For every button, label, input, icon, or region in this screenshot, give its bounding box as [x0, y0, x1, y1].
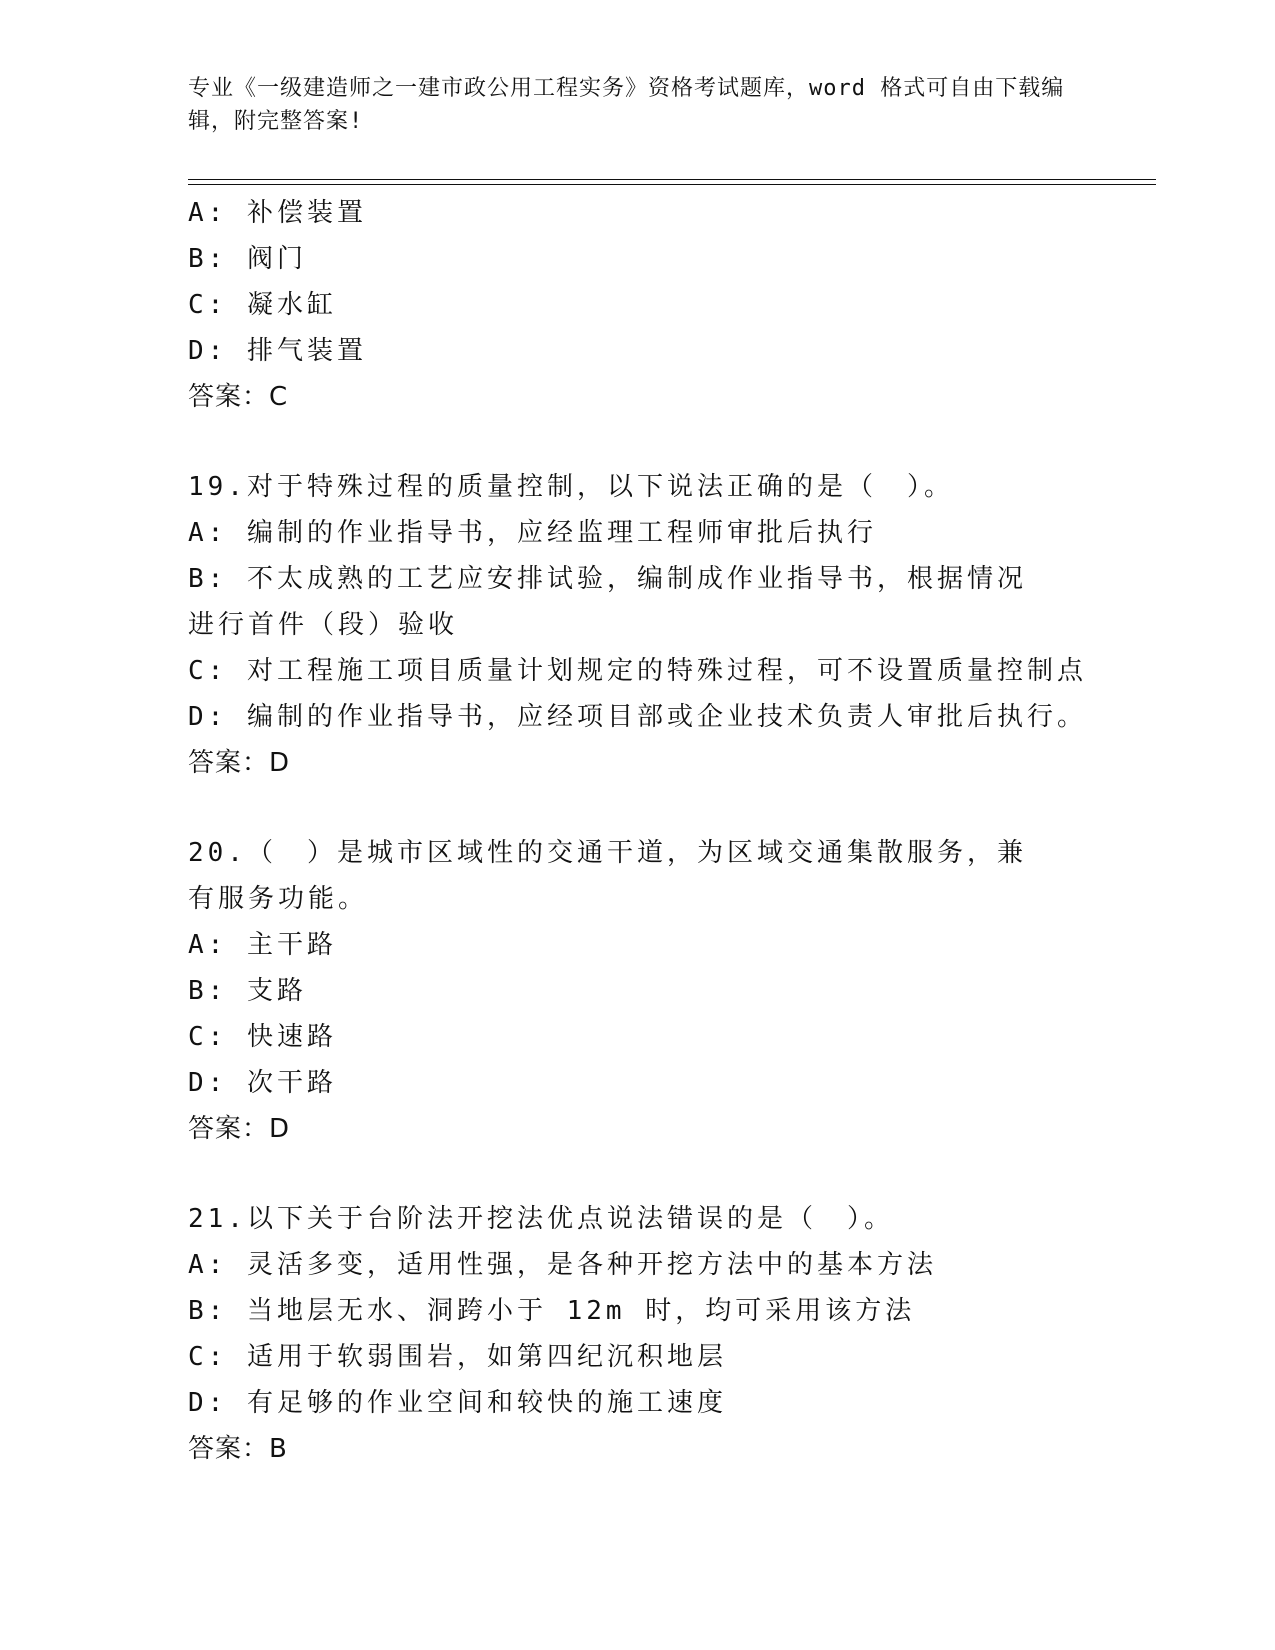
q20-option-d: D: 次干路: [188, 1068, 337, 1098]
question-18-block: [188, 190, 1088, 420]
question-list: [188, 190, 1088, 1472]
q21-answer: 答案：B: [188, 1434, 288, 1464]
q19-option-c: C: 对工程施工项目质量计划规定的特殊过程，可不设置质量控制点: [188, 656, 1087, 686]
header-divider-bottom: [188, 184, 1156, 185]
q20-answer: 答案：D: [188, 1114, 291, 1144]
q20-stem: 20.（ ）是城市区域性的交通干道，为区域交通集散服务，兼有服务功能。: [188, 838, 1027, 914]
question-19-block: [188, 464, 1088, 786]
q19-option-a: A: 编制的作业指导书，应经监理工程师审批后执行: [188, 518, 877, 548]
question-20-block: [188, 830, 1088, 1152]
q18-option-b: B: 阀门: [188, 244, 307, 274]
header-intro-text: 专业《一级建造师之一建市政公用工程实务》资格考试题库，word 格式可自由下载编辑，附完整答案!: [188, 76, 1065, 134]
q18-answer: 答案：C: [188, 382, 289, 412]
q21-stem: 21.以下关于台阶法开挖法优点说法错误的是（ ）。: [188, 1204, 894, 1234]
q19-option-d: D: 编制的作业指导书，应经项目部或企业技术负责人审批后执行。: [188, 702, 1087, 732]
q20-option-b: B: 支路: [188, 976, 307, 1006]
document-header: [188, 72, 1088, 138]
q21-option-d: D: 有足够的作业空间和较快的施工速度: [188, 1388, 727, 1418]
q21-option-a: A: 灵活多变，适用性强，是各种开挖方法中的基本方法: [188, 1250, 937, 1280]
q18-option-a: A: 补偿装置: [188, 198, 367, 228]
q18-option-d: D: 排气装置: [188, 336, 367, 366]
q21-option-b: B: 当地层无水、洞跨小于 12m 时，均可采用该方法: [188, 1296, 916, 1326]
q20-option-c: C: 快速路: [188, 1022, 337, 1052]
q21-option-c: C: 适用于软弱围岩，如第四纪沉积地层: [188, 1342, 727, 1372]
question-21-block: [188, 1196, 1088, 1472]
q20-option-a: A: 主干路: [188, 930, 337, 960]
header-divider-top: [188, 179, 1156, 180]
q19-option-b: B: 不太成熟的工艺应安排试验，编制成作业指导书，根据情况进行首件（段）验收: [188, 564, 1027, 640]
q19-answer: 答案：D: [188, 748, 291, 778]
q19-stem: 19.对于特殊过程的质量控制，以下说法正确的是（ ）。: [188, 472, 954, 502]
q18-option-c: C: 凝水缸: [188, 290, 337, 320]
